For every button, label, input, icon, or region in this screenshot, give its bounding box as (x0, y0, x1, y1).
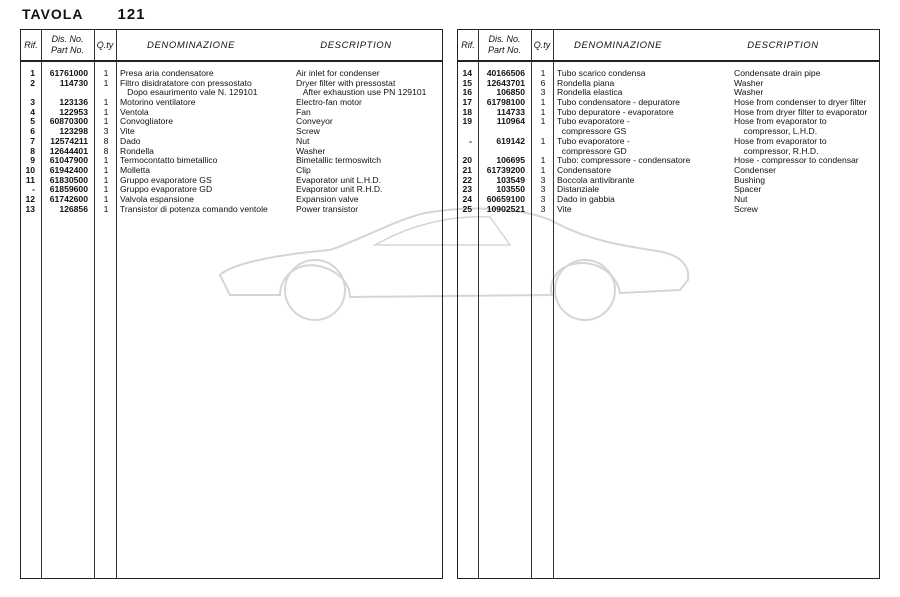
row-description: Hose from condenser to dryer filter (734, 97, 867, 108)
page-number: 121 (117, 6, 146, 23)
row-rif: 9 (30, 155, 35, 166)
row-description: Expansion valve (296, 193, 359, 204)
row-rif: 7 (30, 135, 35, 146)
header-qty: Q.ty (96, 39, 114, 50)
right-rows (458, 69, 879, 214)
row-quantity: 1 (540, 97, 546, 108)
row-description: Evaporator unit R.H.D. (296, 184, 383, 195)
row-part-number: 60659100 (486, 193, 525, 204)
row-denominazione: Tubo depuratore - evaporatore (557, 106, 674, 117)
row-denominazione: Rondella (120, 145, 154, 156)
row-quantity: 1 (103, 203, 109, 214)
row-description: Fan (296, 106, 311, 117)
row-part-number: 619142 (496, 135, 525, 146)
row-rif: 2 (30, 77, 35, 88)
row-denominazione: compressore GS (557, 126, 627, 137)
row-quantity: 3 (540, 193, 546, 204)
row-description: Condenser (734, 164, 777, 175)
row-rif: 22 (462, 174, 472, 185)
row-rif: 19 (462, 116, 472, 127)
row-description: Dryer filter with pressostat (296, 77, 396, 88)
row-quantity: 1 (540, 106, 546, 117)
row-quantity: 1 (103, 97, 109, 108)
header-part-line1: Dis. No. (488, 34, 521, 44)
row-part-number: 61761000 (49, 68, 88, 78)
row-part-number: 123136 (59, 97, 88, 108)
row-quantity: 1 (540, 155, 546, 166)
row-description: Clip (296, 164, 311, 175)
row-description: Spacer (734, 184, 762, 195)
row-quantity: 3 (540, 203, 546, 214)
row-part-number: 122953 (59, 106, 88, 117)
row-quantity: 8 (103, 135, 109, 146)
row-denominazione: Dado in gabbia (557, 193, 615, 204)
page-label: TAVOLA (22, 6, 84, 22)
header-part (41, 30, 94, 60)
row-rif: - (469, 135, 472, 146)
row-part-number: 123298 (59, 126, 88, 137)
row-rif: 1 (30, 68, 35, 78)
row-rif: 4 (30, 106, 35, 117)
header-description: DESCRIPTION (320, 39, 392, 51)
row-part-number: 110964 (496, 116, 525, 127)
row-description: Screw (734, 203, 758, 214)
row-quantity: 1 (103, 164, 109, 175)
row-rif: 11 (25, 174, 35, 185)
row-quantity: 6 (540, 77, 546, 88)
row-denominazione: Dado (120, 135, 141, 146)
row-description: Electro-fan motor (296, 97, 362, 108)
row-denominazione: Vite (120, 126, 135, 137)
row-description: Nut (734, 193, 748, 204)
row-quantity: 3 (540, 87, 546, 98)
row-denominazione: Boccola antivibrante (557, 174, 635, 185)
row-part-number: 114730 (59, 77, 88, 88)
row-rif: 12 (25, 193, 35, 204)
row-quantity: 1 (540, 116, 546, 127)
row-part-number: 12574211 (50, 135, 88, 146)
row-description: compressor, L.H.D. (734, 126, 818, 137)
row-part-number: 12644401 (49, 145, 88, 156)
row-denominazione: Valvola espansione (120, 193, 194, 204)
left-rows (21, 69, 442, 214)
row-description: Evaporator unit L.H.D. (296, 174, 382, 185)
row-denominazione: Condensatore (557, 164, 611, 175)
row-quantity: 1 (103, 155, 109, 166)
row-description: Screw (296, 126, 320, 137)
header-description: DESCRIPTION (747, 39, 819, 51)
row-part-number: 103550 (496, 184, 525, 195)
row-rif: 5 (30, 116, 35, 127)
row-rif: 17 (462, 97, 472, 108)
row-denominazione: Molletta (120, 164, 151, 175)
row-description: Bushing (734, 174, 766, 185)
row-part-number: 106695 (496, 155, 525, 166)
row-description: Air inlet for condenser (296, 68, 380, 78)
row-part-number: 61047900 (49, 155, 88, 166)
row-description: Condensate drain pipe (734, 68, 821, 78)
row-part-number: 12643701 (486, 77, 525, 88)
row-denominazione: Vite (557, 203, 572, 214)
row-denominazione: Distanziale (557, 184, 600, 195)
row-denominazione: compressore GD (557, 145, 627, 156)
row-description: Hose - compressor to condensar (734, 155, 859, 166)
row-quantity: 3 (540, 184, 546, 195)
row-part-number: 40166506 (486, 68, 525, 78)
row-part-number: 106850 (496, 87, 525, 98)
row-quantity: 1 (103, 193, 109, 204)
left-parts-table (20, 29, 443, 579)
header-part-line1: Dis. No. (51, 34, 84, 44)
row-part-number: 103549 (496, 174, 525, 185)
table-row (21, 205, 442, 215)
header-denominazione: DENOMINAZIONE (573, 39, 663, 51)
row-description: Conveyor (296, 116, 333, 127)
row-rif: 20 (462, 155, 472, 166)
row-description: Washer (734, 87, 764, 98)
row-part-number: 114733 (496, 106, 525, 117)
row-quantity: 1 (103, 184, 109, 195)
row-quantity: 3 (540, 174, 546, 185)
row-denominazione: Termocontatto bimetallico (120, 155, 218, 166)
row-denominazione: Ventola (120, 106, 149, 117)
row-denominazione: Convogliatore (120, 116, 174, 127)
row-description: compressor, R.H.D. (734, 145, 819, 156)
row-rif: 14 (462, 68, 472, 78)
row-part-number: 61739200 (486, 164, 525, 175)
row-rif: 23 (462, 184, 472, 195)
header-denominazione: DENOMINAZIONE (146, 39, 236, 51)
row-denominazione: Tubo evaporatore - (557, 116, 630, 127)
row-rif: 13 (25, 203, 35, 214)
row-denominazione: Gruppo evaporatore GS (120, 174, 212, 185)
row-quantity: 1 (540, 68, 546, 78)
row-quantity: 1 (103, 174, 109, 185)
row-description: Hose from evaporator to (734, 135, 827, 146)
row-description: Hose from evaporator to (734, 116, 827, 127)
header-qty: Q.ty (533, 39, 551, 50)
row-part-number: 61859600 (49, 184, 88, 195)
row-part-number: 10902521 (486, 203, 525, 214)
row-part-number: 126856 (59, 203, 88, 214)
row-denominazione: Tubo: compressore - condensatore (557, 155, 691, 166)
row-rif: 21 (462, 164, 472, 175)
row-quantity: 3 (103, 126, 109, 137)
header-part-line2: Part No. (487, 45, 521, 55)
row-part-number: 61798100 (486, 97, 525, 108)
row-rif: 10 (25, 164, 35, 175)
row-rif: 24 (462, 193, 472, 204)
header-part-line2: Part No. (50, 45, 84, 55)
row-rif: 25 (462, 203, 472, 214)
row-quantity: 1 (103, 68, 109, 78)
row-description: Washer (296, 145, 326, 156)
row-description: Power transistor (296, 203, 359, 214)
row-quantity: 1 (103, 116, 109, 127)
row-denominazione: Tubo condensatore - depuratore (557, 97, 680, 108)
row-quantity: 8 (103, 145, 109, 156)
row-rif: 3 (30, 97, 35, 108)
header-rif: Rif. (461, 39, 475, 50)
row-description: Bimetallic termoswitch (296, 155, 382, 166)
row-rif: 8 (30, 145, 35, 156)
row-rif: 16 (462, 87, 472, 98)
table-row (458, 205, 879, 215)
row-denominazione: Rondella elastica (557, 87, 623, 98)
row-denominazione: Tubo evaporatore - (557, 135, 630, 146)
header-part (478, 30, 531, 60)
row-quantity: 1 (103, 77, 109, 88)
row-denominazione: Presa aria condensatore (120, 68, 214, 78)
row-denominazione: Rondella piana (557, 77, 615, 88)
row-description: After exhaustion use PN 129101 (296, 87, 427, 98)
row-rif: - (32, 184, 35, 195)
row-rif: 6 (30, 126, 35, 137)
row-description: Nut (296, 135, 310, 146)
row-denominazione: Filtro disidratatore con pressostato (120, 77, 252, 88)
row-part-number: 61830500 (49, 174, 88, 185)
row-denominazione: Motorino ventilatore (120, 97, 196, 108)
row-denominazione: Tubo scarico condensa (557, 68, 646, 78)
row-part-number: 61742600 (49, 193, 88, 204)
row-denominazione: Gruppo evaporatore GD (120, 184, 213, 195)
row-quantity: 1 (540, 135, 546, 146)
row-rif: 18 (462, 106, 472, 117)
page-title (22, 6, 146, 23)
row-denominazione: Dopo esaurimento vale N. 129101 (120, 87, 258, 98)
row-quantity: 1 (103, 106, 109, 117)
row-part-number: 60870300 (49, 116, 88, 127)
row-description: Hose from dryer filter to evaporator (734, 106, 868, 117)
right-parts-table (457, 29, 880, 579)
row-denominazione: Transistor di potenza comando ventole (120, 203, 268, 214)
row-part-number: 61942400 (49, 164, 88, 175)
row-rif: 15 (462, 77, 472, 88)
header-rif: Rif. (24, 39, 38, 50)
row-quantity: 1 (540, 164, 546, 175)
row-description: Washer (734, 77, 764, 88)
